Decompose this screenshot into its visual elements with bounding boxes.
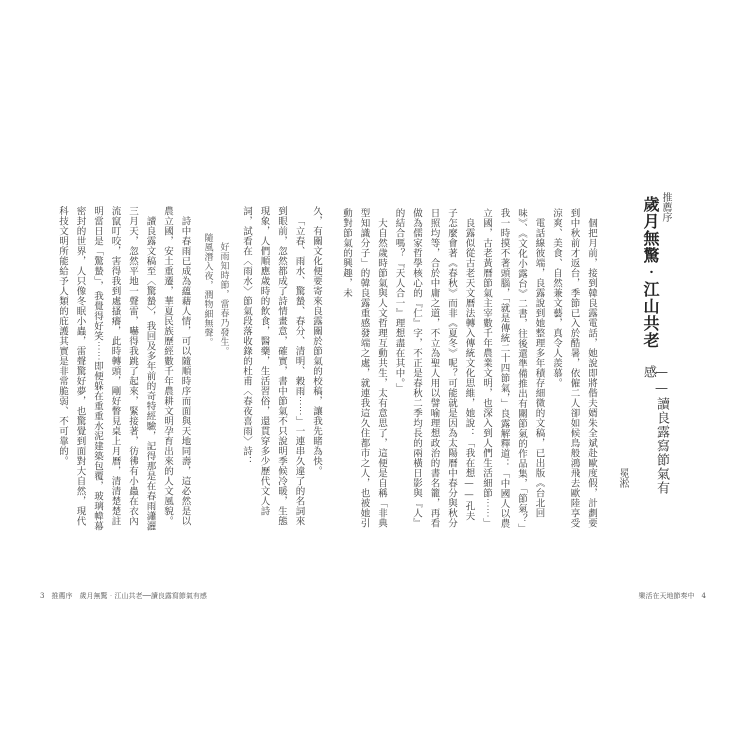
- paragraph: 個把月前，接到韓良露電話，她說即將偕夫婿朱全斌赴歐度假，計劃要到中秋前才返台，季節已入於酷暑，依僱二人卻如候鳥般鴻飛去歐陸享受涼爽、美食、自然兼文藝，真令人羨慕。: [551, 208, 597, 528]
- chapter-subtitle: ——讀良露寫節氣有感: [641, 365, 669, 495]
- poem-block: [200, 206, 232, 533]
- left-page-footer: 3 推薦序 歲月無驚‧江山共老──讀良露寫節氣有感: [40, 592, 207, 600]
- poem-line: 好雨知時節，當春乃發生。: [218, 242, 229, 356]
- preface-label: 推薦序: [660, 192, 671, 222]
- chapter-title: 歲月無驚‧江山共老: [641, 196, 660, 349]
- paragraph: 良露似從古老天文曆法轉入傳統文化思維，她說：「我在想——孔夫子怎麼會著《春秋》而非《夏冬》呢？可能就是因為太陽曆中春分與秋分日照均等，合於中庸之道，不立為聖人用以譬喻理想政治的書名籠，再看做為儒家哲學核心的『仁』字，不正是春秋二季均長的兩橫日影與『人』的結合嗎？『天人合一』理想盡在其中。」: [393, 208, 475, 528]
- paragraph: 久，有關文化便要寄來良露關於節氣的校稿，讓我先睹為快。: [311, 206, 322, 476]
- author-name: 冕淞: [617, 468, 628, 488]
- paragraph: 大自然歲時節氣與人文哲理互動共生，太有意思了，這便是自稱「非典型知識分子」的韓良露重感發端之處，就連我這久住都市之人，也被她引動對節氣的興趣，未: [341, 208, 387, 528]
- left-page-body: [45, 206, 325, 533]
- paragraph: 詩中春雨已成為蘊藉人情，可以隨順時序而面與天地同壽，這必然是以農立國，安土重遷，華夏民族歷經數千年農耕文明孕育出來的人文風貌。: [162, 206, 191, 526]
- right-page-body: [310, 208, 600, 530]
- poem-line: 隨風潛入夜，潤物細無聲。: [202, 233, 213, 347]
- paragraph: 讀良露文稿至〈驚蟄〉，我回及多年前的奇特經驗，記得那是在春雨瀟灑三月天，忽然平地一聲雷，嚇得我跳了起來，緊接著，彷彿有小蟲在衣內流竄叮咬，害得我到處搔癢，此時轉頭，剛好瞥見桌上月曆，清清楚楚註明當日是「驚蟄」，我覺得好笑⋯⋯即便躲在重重水泥建築包覆，玻璃幃幕密封的世界，人只像冬眠小蟲，雷聲驚好夢，也驚覺到面對大自然，現代科技文明所能給予人類的庇護其實是非常脆弱、不可靠的。: [57, 206, 156, 532]
- right-page-footer: 樂活在天地節奏中 4: [638, 592, 706, 600]
- paragraph: 「立春、雨水、驚蟄、春分、清明、穀雨⋯⋯」一連串久違了的名詞來到眼前，忽然都成了詩情畫意，確實，書中節氣不只說明季候冷暖，生態現象，人們順應歲時的飲食，醫藥，生活習俗，還貫穿多少歷代文人詩詞，試看在〈雨水〉節氣段落收錄的杜甫〈春夜喜雨〉詩：: [241, 206, 305, 526]
- paragraph: 電話線彼端，良露說到她整理多年積存細微的文稿，已出版《台北回味》、《文化小露台》二書，往後還準備推出有關節氣的作品集，「節氣？」我一時摸不著頭腦，「就是傳統二十四節氣，」良露解釋道：「中國人以農立國，古老黃曆節氣主宰數千年農業文明，也深入到人們生活細節⋯⋯」: [481, 208, 545, 529]
